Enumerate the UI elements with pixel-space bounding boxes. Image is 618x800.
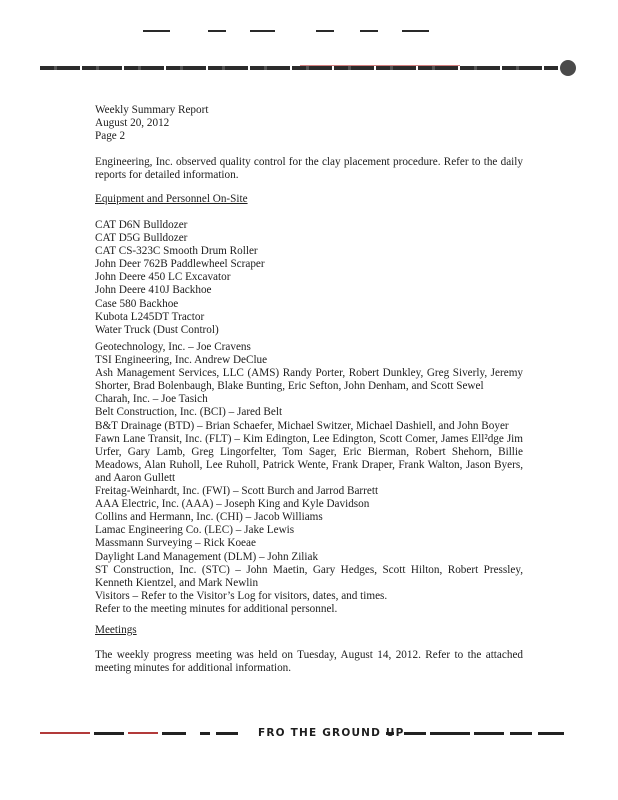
logo-mark-icon [560, 60, 576, 76]
meetings-section [95, 624, 523, 637]
page-number: Page 2 [95, 130, 126, 143]
equipment-item: CAT CS-323C Smooth Drum Roller [95, 245, 258, 258]
report-date: August 20, 2012 [95, 117, 170, 130]
personnel-item: Daylight Land Management (DLM) – John Ziliak [95, 550, 319, 563]
personnel-item: Geotechnology, Inc. – Joe Cravens [95, 341, 251, 353]
personnel-item: AAA Electric, Inc. (AAA) – Joseph King and Kyle Davidson [95, 498, 370, 511]
personnel-item: Shorter, Brad Bolenbaugh, Blake Bunting, Eric Sefton, John Denham, and Scott Sewel [95, 380, 484, 393]
equipment-item: CAT D5G Bulldozer [95, 232, 188, 245]
personnel-item: Visitors – Refer to the Visitor’s Log for visitors, dates, and times. [95, 589, 388, 602]
header-rule-accent [300, 65, 460, 66]
personnel-item: Collins and Hermann, Inc. (CHI) – Jacob Williams [95, 511, 323, 524]
personnel-item: and Aaron Gullett [95, 471, 176, 484]
letterhead-marks [0, 30, 618, 34]
footer-tagline: FRO THE GROUND UP [258, 727, 405, 739]
paragraph-line: meeting minutes for additional information. [95, 662, 292, 675]
personnel-item: Meadows, Alan Ruholl, Lee Ruholl, Patrick Wente, Frank Draper, Frank Walton, Jason Byers, [95, 458, 523, 471]
equipment-list [95, 219, 523, 337]
report-header [95, 104, 523, 143]
personnel-item: B&T Drainage (BTD) – Brian Schaefer, Michael Switzer, Michael Dashiell, and John Boyer [95, 419, 509, 432]
section-heading-equipment: Equipment and Personnel On-Site [95, 193, 248, 205]
paragraph-line: reports for detailed information. [95, 169, 239, 182]
equipment-item: John Deer 762B Paddlewheel Scraper [95, 258, 265, 271]
personnel-item: Fawn Lane Transit, Inc. (FLT) – Kim Edington, Lee Edington, Scott Comer, James Ell²dge Jim [95, 432, 523, 445]
personnel-item: Belt Construction, Inc. (BCI) – Jared Belt [95, 406, 283, 419]
personnel-item: Massmann Surveying – Rick Koeae [95, 537, 256, 550]
equipment-item: Kubota L245DT Tractor [95, 310, 205, 323]
equipment-item: John Deere 410J Backhoe [95, 284, 212, 297]
personnel-item: Urfer, Gary Lamb, Greg Lingorfelter, Tom Sager, Eric Bierman, Robert Shehorn, Billie [95, 445, 523, 458]
personnel-list [95, 341, 523, 616]
equipment-item: Case 580 Backhoe [95, 297, 179, 310]
intro-paragraph [95, 156, 523, 182]
personnel-item: Refer to the meeting minutes for additional personnel. [95, 602, 338, 615]
paragraph-line: Engineering, Inc. observed quality control for the clay placement procedure. Refer to the daily [95, 156, 523, 168]
personnel-item: ST Construction, Inc. (STC) – John Maetin, Gary Hedges, Scott Hilton, Robert Pressley, [95, 563, 523, 576]
paragraph-line: The weekly progress meeting was held on Tuesday, August 14, 2012. Refer to the attached [95, 649, 523, 661]
equipment-item: John Deere 450 LC Excavator [95, 271, 231, 284]
personnel-item: Lamac Engineering Co. (LEC) – Jake Lewis [95, 524, 295, 537]
equipment-item: CAT D6N Bulldozer [95, 219, 188, 231]
section-heading-meetings: Meetings [95, 624, 137, 636]
header-rule [40, 66, 558, 70]
equipment-item: Water Truck (Dust Control) [95, 323, 219, 336]
personnel-item: Charah, Inc. – Joe Tasich [95, 393, 208, 406]
personnel-item: Freitag-Weinhardt, Inc. (FWI) – Scott Burch and Jarrod Barrett [95, 485, 379, 498]
equipment-section [95, 193, 523, 206]
personnel-item: TSI Engineering, Inc. Andrew DeClue [95, 354, 268, 367]
personnel-item: Ash Management Services, LLC (AMS) Randy Porter, Robert Dunkley, Greg Siverly, Jeremy [95, 367, 523, 380]
personnel-item: Kenneth Kientzel, and Mark Newlin [95, 576, 259, 589]
report-title: Weekly Summary Report [95, 104, 209, 116]
meetings-paragraph [95, 649, 523, 675]
